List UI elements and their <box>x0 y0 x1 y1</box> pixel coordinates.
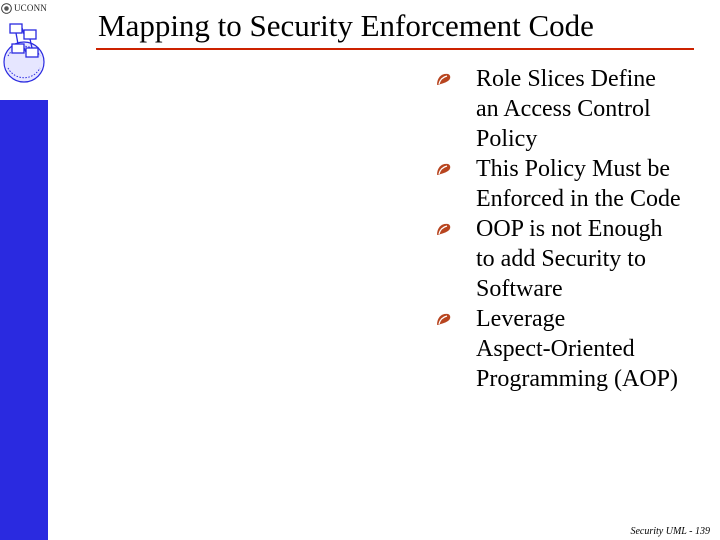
bullet-line: to add Security to <box>476 246 646 272</box>
bullet-line: Software <box>476 276 563 302</box>
bullet-line: Leverage <box>476 306 566 332</box>
logo-panel <box>0 0 48 100</box>
bullet-line: Programming (AOP) <box>476 366 678 392</box>
slide-title: Mapping to Security Enforcement Code <box>98 8 594 43</box>
bullet-item <box>436 214 716 304</box>
uconn-wordmark-text: UCONN <box>13 3 47 13</box>
network-computers-icon <box>2 16 46 92</box>
red-orb-bullet-icon <box>436 222 452 236</box>
red-orb-bullet-icon <box>436 72 452 86</box>
red-orb-bullet-icon <box>436 312 452 326</box>
slide-footer: Security UML - 139 <box>630 526 710 537</box>
bullet-item <box>436 304 716 394</box>
bullet-list <box>436 64 716 394</box>
red-orb-bullet-icon <box>436 162 452 176</box>
bullet-line: an Access Control <box>476 96 651 122</box>
title-underline <box>96 48 694 50</box>
bullet-line: This Policy Must be <box>476 156 671 182</box>
bullet-line: Role Slices Define <box>476 66 656 92</box>
bullet-line: Enforced in the Code <box>476 186 681 212</box>
bullet-line: Policy <box>476 126 538 152</box>
bullet-line: OOP is not Enough <box>476 216 663 242</box>
university-seal-icon <box>1 3 12 14</box>
bullet-item <box>436 154 716 214</box>
bullet-item <box>436 64 716 154</box>
uconn-wordmark <box>1 1 47 15</box>
bullet-line: Aspect-Oriented <box>476 336 635 362</box>
